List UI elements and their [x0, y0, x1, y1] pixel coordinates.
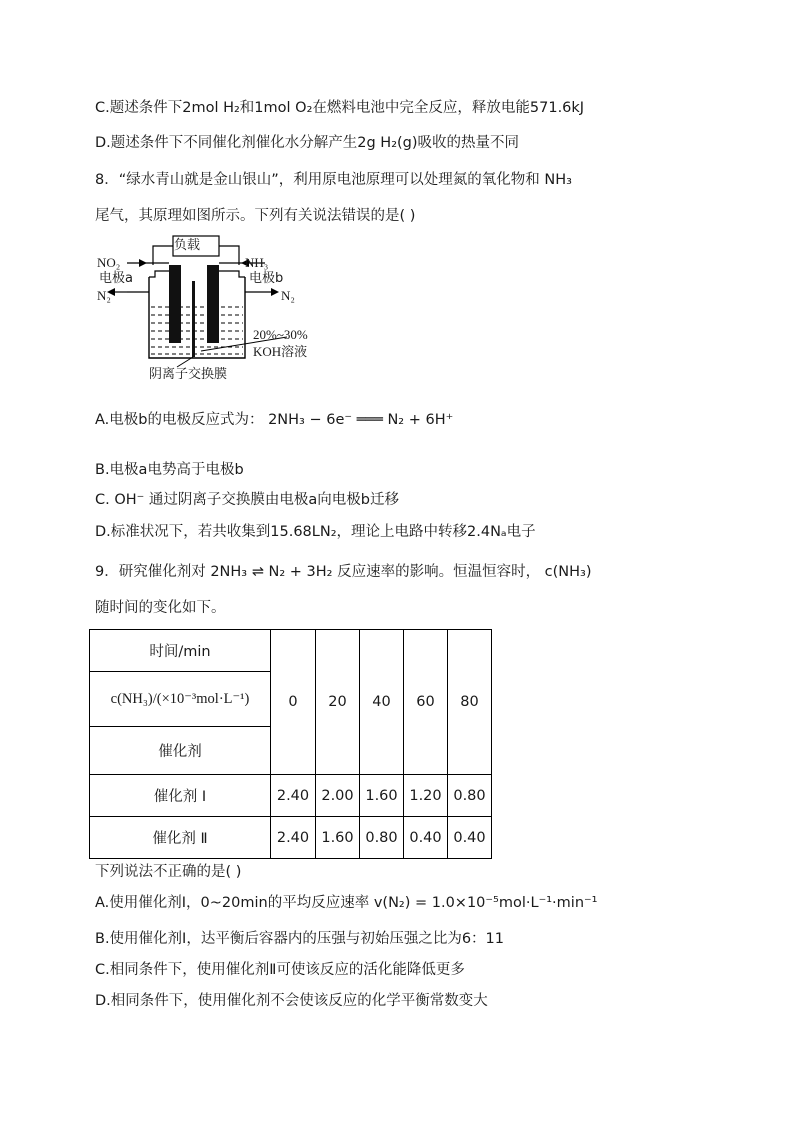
header-time: 时间/min: [90, 630, 271, 672]
q8-stem-line2: 尾气，其原理如图所示。下列有关说法错误的是( ): [95, 208, 416, 224]
time-0: 0: [271, 630, 316, 775]
q9-question: 下列说法不正确的是( ): [95, 864, 242, 880]
q8-option-d: D.标准状况下，若共收集到15.68LN₂，理论上电路中转移2.4Nₐ电子: [95, 524, 536, 540]
table-cell: 1.60: [360, 775, 404, 817]
q8-option-a: A.电极b的电极反应式为： 2NH₃ − 6e⁻ ═══ N₂ + 6H⁺: [95, 412, 454, 428]
table-cell: 2.40: [271, 775, 316, 817]
no2-label: NO₂: [97, 255, 121, 270]
q9-stem-line2: 随时间的变化如下。: [95, 600, 226, 616]
electrode-b-label: 电极b: [249, 271, 284, 286]
q9-option-b: B.使用催化剂Ⅰ，达平衡后容器内的压强与初始压强之比为6：11: [95, 931, 505, 947]
fuel-cell-figure: [95, 233, 335, 391]
header-concentration: c(NH₃)/(×10⁻³mol·L⁻¹): [90, 672, 271, 727]
koh-concentration-label: 20%~30%: [253, 327, 308, 342]
q7-option-d: D.题述条件下不同催化剂催化水分解产生2g H₂(g)吸收的热量不同: [95, 135, 520, 151]
row-label: 催化剂 Ⅱ: [90, 817, 271, 859]
table-row: [90, 775, 492, 817]
table-cell: 0.40: [404, 817, 448, 859]
table-cell: 0.80: [360, 817, 404, 859]
nh3-label: NH₃: [245, 255, 269, 270]
table-cell: 1.60: [316, 817, 360, 859]
time-20: 20: [316, 630, 360, 775]
time-80: 80: [448, 630, 492, 775]
table-cell: 2.00: [316, 775, 360, 817]
row-label: 催化剂 Ⅰ: [90, 775, 271, 817]
n2-right-label: N₂: [281, 288, 295, 303]
table-row: [90, 817, 492, 859]
time-60: 60: [404, 630, 448, 775]
q8-option-c: C. OH⁻ 通过阴离子交换膜由电极a向电极b迁移: [95, 492, 400, 508]
membrane-label: 阴离子交换膜: [149, 367, 228, 382]
electrode-a-label: 电极a: [99, 271, 133, 286]
header-catalyst: 催化剂: [90, 727, 271, 775]
q9-option-d: D.相同条件下，使用催化剂不会使该反应的化学平衡常数变大: [95, 993, 488, 1009]
table-cell: 0.40: [448, 817, 492, 859]
table-cell: 2.40: [271, 817, 316, 859]
n2-left-label: N₂: [97, 288, 111, 303]
q8-stem-line1: 8．“绿水青山就是金山银山”，利用原电池原理可以处理氮的氧化物和 NH₃: [95, 172, 572, 188]
load-label: 负载: [174, 238, 201, 253]
table-cell: 1.20: [404, 775, 448, 817]
concentration-table: [89, 629, 492, 859]
table-cell: 0.80: [448, 775, 492, 817]
time-40: 40: [360, 630, 404, 775]
q8-option-b: B.电极a电势高于电极b: [95, 462, 244, 478]
koh-solution-label: KOH溶液: [253, 344, 308, 359]
q9-option-a: A.使用催化剂Ⅰ，0~20min的平均反应速率 v(N₂) = 1.0×10⁻⁵mol·L⁻¹·min⁻¹: [95, 895, 598, 911]
q7-option-c: C.题述条件下2mol H₂和1mol O₂在燃料电池中完全反应，释放电能571.6kJ: [95, 100, 585, 116]
q9-stem-line1: 9．研究催化剂对 2NH₃ ⇌ N₂ + 3H₂ 反应速率的影响。恒温恒容时， c(NH₃): [95, 564, 592, 580]
q9-option-c: C.相同条件下，使用催化剂Ⅱ可使该反应的活化能降低更多: [95, 962, 465, 978]
